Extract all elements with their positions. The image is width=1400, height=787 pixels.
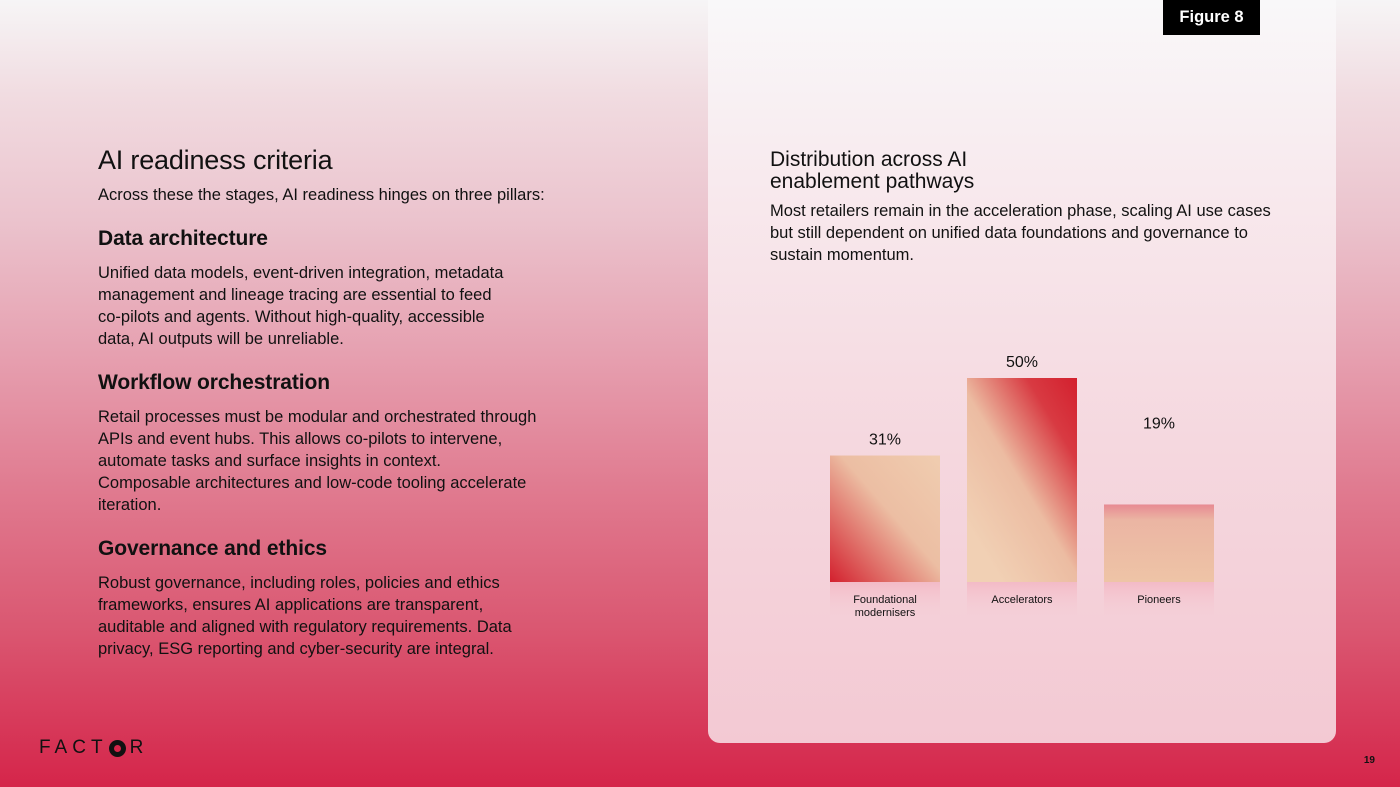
category-label-1: Accelerators xyxy=(991,594,1053,606)
bar-1 xyxy=(967,378,1077,582)
section-heading-workflow-orchestration: Workflow orchestration xyxy=(98,371,330,394)
logo-text-start: FACT xyxy=(39,737,108,758)
section-body-workflow-orchestration: Retail processes must be modular and orchestrated through APIs and event hubs. This allows co-pilots to intervene, automate tasks and surface insights in context. Composable architectures and low-code tooling accelerate iteration. xyxy=(98,408,537,514)
bars-group xyxy=(830,354,1214,624)
factor-logo xyxy=(39,737,148,759)
category-label-0: Foundational modernisers xyxy=(853,594,917,619)
value-label-0: 31% xyxy=(868,431,902,449)
bar-0 xyxy=(830,456,940,582)
page-title: AI readiness criteria xyxy=(98,145,333,175)
chart-title: Distribution across AI enablement pathways xyxy=(770,148,975,193)
section-body-data-architecture: Unified data models, event-driven integration, metadata management and lineage tracing are essential to feed co-pilots and agents. Without high-quality, accessible data, AI outputs will be unreliable. xyxy=(98,264,504,348)
section-heading-data-architecture: Data architecture xyxy=(98,227,268,250)
logo-o-icon xyxy=(109,740,126,757)
page-number: 19 xyxy=(1363,755,1375,766)
logo-text-end: R xyxy=(129,737,149,758)
bar-2 xyxy=(1104,504,1214,582)
bar-chart xyxy=(800,340,1240,640)
value-label-2: 19% xyxy=(1142,415,1176,433)
section-body-governance-ethics: Robust governance, including roles, policies and ethics frameworks, ensures AI applications are transparent, auditable and aligned with regulatory requirements. Data privacy, ESG reporting and cyber-security are integral. xyxy=(98,574,512,658)
section-heading-governance-ethics: Governance and ethics xyxy=(98,537,327,560)
figure-badge: Figure 8 xyxy=(1163,0,1260,35)
left-column xyxy=(98,144,568,660)
value-label-1: 50% xyxy=(1005,354,1039,371)
category-label-2: Pioneers xyxy=(1137,594,1181,606)
intro-text: Across these the stages, AI readiness hinges on three pillars: xyxy=(98,186,545,204)
chart-subtitle: Most retailers remain in the acceleration phase, scaling AI use cases but still dependent on unified data foundations and governance to sustain momentum. xyxy=(770,202,1271,264)
